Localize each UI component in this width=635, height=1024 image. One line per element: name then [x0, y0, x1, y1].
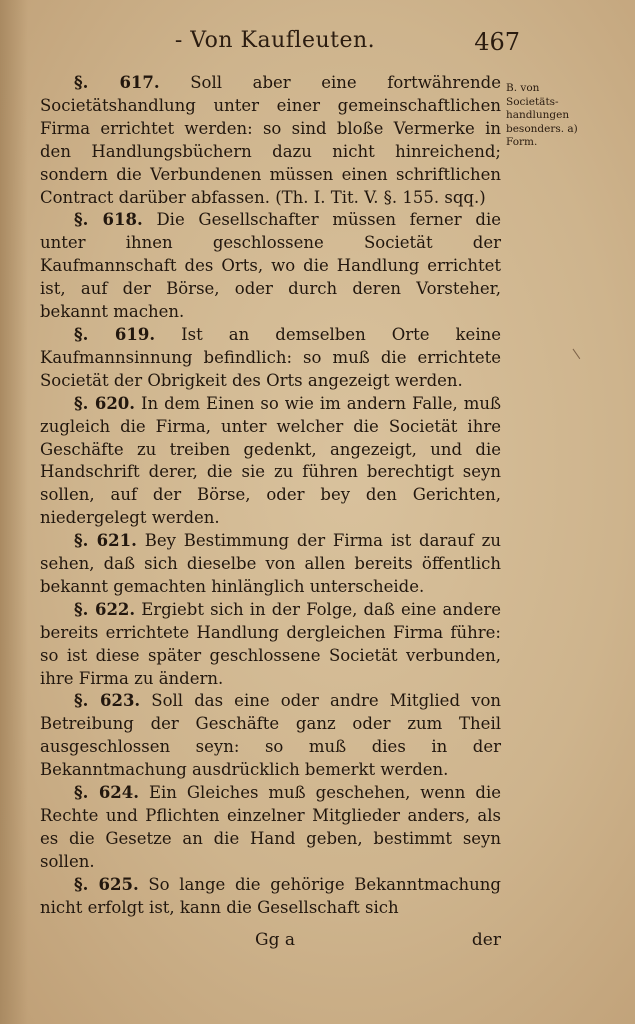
page-body	[40, 72, 501, 920]
paragraph-text: Ergiebt sich in der Folge, daß eine andere bereits errichtete Handlung dergleichen Firma führe: so ist diese später geschlossene Societät verbunden, ihre Firma zu ändern.	[40, 599, 501, 688]
section-number: §. 620.	[74, 393, 136, 413]
paragraph-618	[40, 209, 501, 324]
paragraph-623	[40, 690, 501, 782]
paragraph-624	[40, 782, 501, 874]
paragraph-text: Ist an demselben Orte keine Kaufmannsinnung befindlich: so muß die errichtete Societät der Obrigkeit des Orts angezeigt werden.	[40, 324, 501, 390]
paragraph-621	[40, 530, 501, 599]
page-number: 467	[474, 28, 520, 56]
section-number: §. 619.	[74, 324, 156, 344]
paragraph-text: In dem Einen so wie im andern Falle, muß zugleich die Firma, unter welcher die Societät ihre Geschäfte zu treiben gedenkt, angezeigt, und die Handschrift derer, die sie zu führen berechtigt seyn sollen, auf der Börse, oder bey den Gerichten, niedergelegt werden.	[40, 393, 501, 528]
paragraph-625	[40, 874, 501, 920]
section-number: §. 625.	[74, 874, 139, 894]
paragraph-text: Bey Bestimmung der Firma ist darauf zu sehen, daß sich dieselbe von allen bereits öffentlich bekannt gemachten hinlänglich unterscheide.	[40, 531, 501, 596]
page-header	[40, 28, 520, 68]
page-footer	[40, 930, 501, 960]
section-number: §. 623.	[74, 691, 141, 711]
paragraph-text: Soll das eine oder andre Mitglied von Betreibung der Geschäfte ganz oder zum Theil ausgeschlossen seyn: so muß dies in der Bekanntmachung ausdrücklich bemerkt werden.	[40, 691, 502, 780]
paragraph-text: Die Gesellschafter müssen ferner die unter ihnen geschlossene Societät der Kaufmannschaft des Orts, wo die Handlung errichtet ist, auf der Börse, oder durch deren Vorsteher, bekannt machen.	[40, 210, 501, 322]
ink-mark	[573, 343, 589, 359]
paragraph-617	[40, 72, 501, 209]
paragraph-620	[40, 393, 501, 530]
paragraph-622	[40, 599, 501, 691]
section-number: §. 617.	[74, 73, 160, 92]
paragraph-text: So lange die gehörige Bekanntmachung nicht erfolgt ist, kann die Gesellschaft sich	[40, 874, 501, 917]
paragraph-619	[40, 324, 501, 393]
section-number: §. 621.	[74, 531, 137, 551]
signature-mark: Gg a	[255, 930, 296, 950]
catchword: der	[471, 930, 501, 950]
margin-note: B. von Societäts-handlungen besonders. a) Form.	[506, 82, 578, 148]
section-number: §. 618.	[74, 210, 143, 230]
paragraph-text: Soll aber eine fortwährende Societätshandlung unter einer gemeinschaftlichen Firma errichtet werden: so sind bloße Vermerke in den Handlungsbüchern dazu nicht hinreichend; sondern die Verbundenen müssen einen schriftlichen Contract darüber abfassen. (Th. I. Tit. V. §. 155. sqq.)	[40, 73, 501, 207]
paragraph-text: Ein Gleiches muß geschehen, wenn die Rechte und Pflichten einzelner Mitglieder anders, als es die Gesetze an die Hand geben, bestimmt seyn sollen.	[40, 783, 501, 871]
running-title: - Von Kaufleuten.	[174, 28, 376, 53]
section-number: §. 622.	[74, 599, 136, 619]
section-number: §. 624.	[74, 783, 140, 803]
